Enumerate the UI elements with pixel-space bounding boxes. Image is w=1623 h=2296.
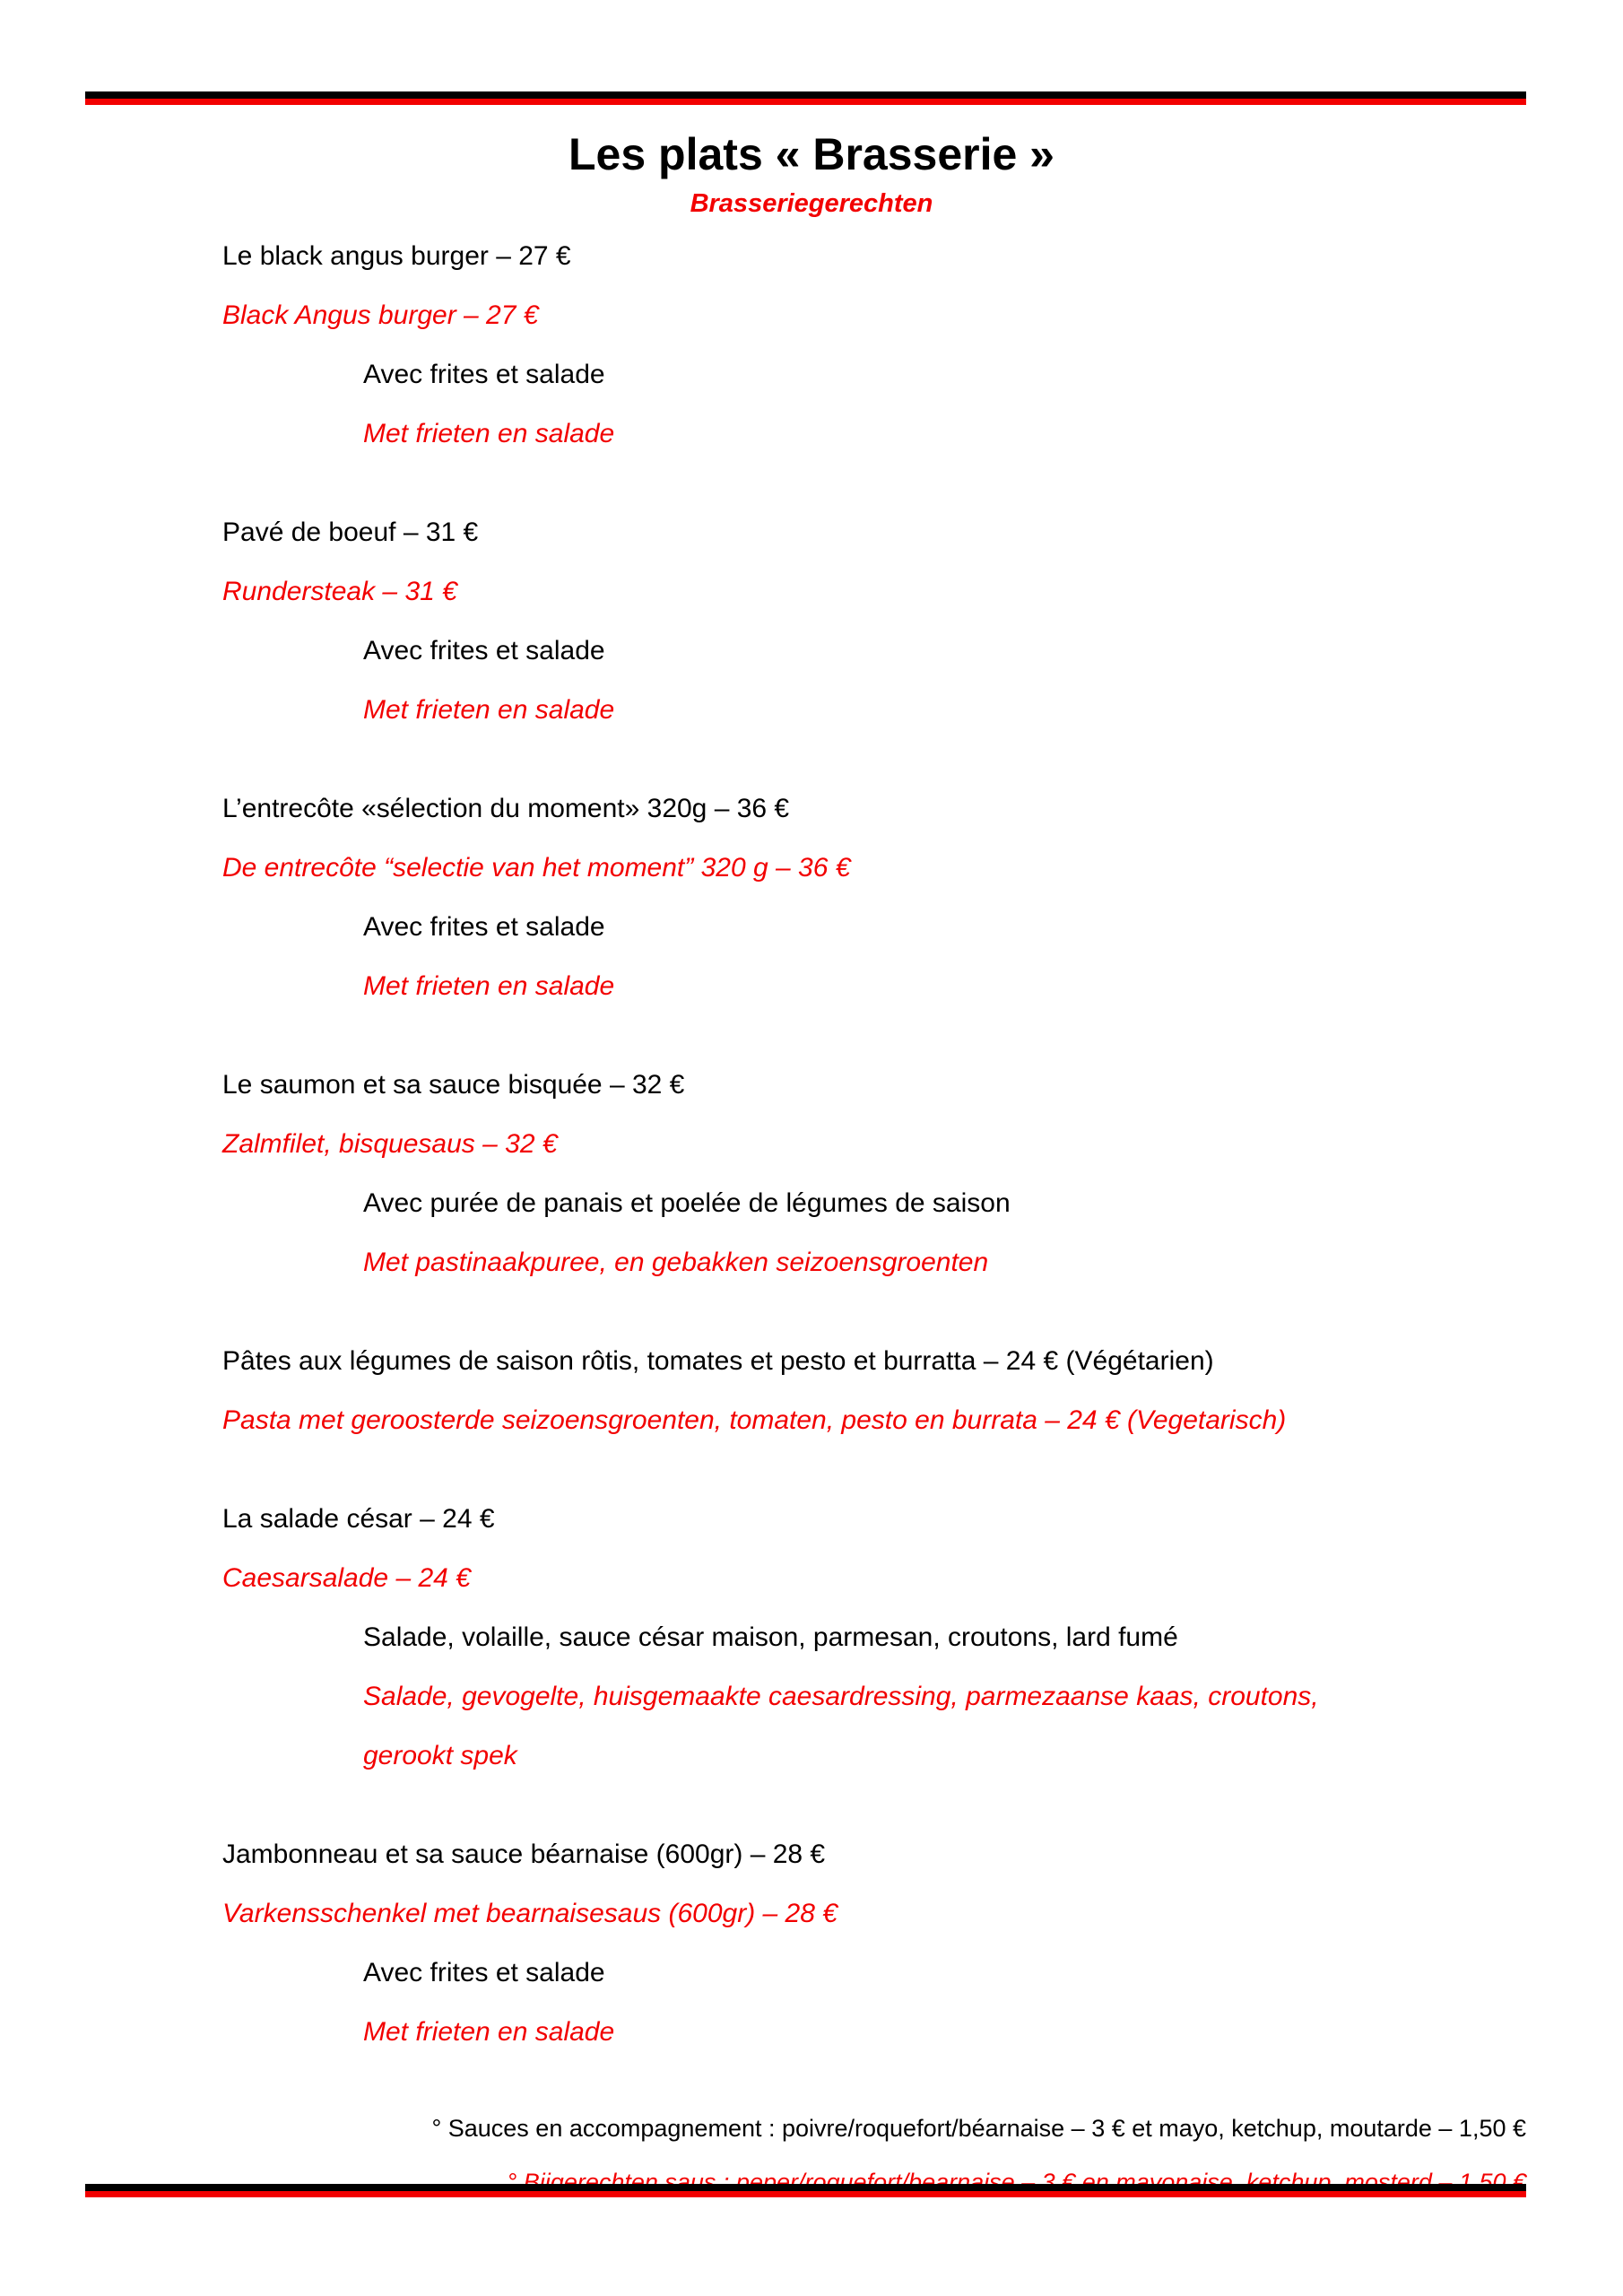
page-subtitle: Brasseriegerechten (690, 189, 933, 218)
menu-item-saumon (222, 1056, 1526, 1292)
item-name-nl: Black Angus burger – 27 € (222, 300, 539, 330)
menu-header (0, 0, 1623, 220)
top-divider (85, 91, 1526, 105)
menu-content (0, 227, 1623, 2209)
item-desc-nl: Met frieten en salade (363, 419, 615, 448)
item-desc-nl: Met frieten en salade (363, 2017, 615, 2047)
item-desc-fr: Avec frites et salade (363, 360, 605, 389)
item-name-nl: Rundersteak – 31 € (222, 577, 457, 606)
menu-item-salade-cesar (222, 1490, 1526, 1786)
item-name-fr: Le black angus burger – 27 € (222, 241, 571, 271)
page-title: Les plats « Brasserie » (568, 129, 1055, 179)
item-name-fr: Pavé de boeuf – 31 € (222, 517, 479, 547)
item-name-nl: Pasta met geroosterde seizoensgroenten, tomaten, pesto en burrata – 24 € (Vegetarisch) (222, 1405, 1287, 1435)
item-name-nl: De entrecôte “selectie van het moment” 320 g – 36 € (222, 853, 851, 883)
item-desc-nl: Met pastinaakpuree, en gebakken seizoensgroenten (363, 1248, 989, 1277)
item-name-nl: Caesarsalade – 24 € (222, 1563, 471, 1593)
item-name-nl: Varkensschenkel met bearnaisesaus (600gr) – 28 € (222, 1899, 838, 1928)
item-desc-nl: Salade, gevogelte, huisgemaakte caesardressing, parmezaanse kaas, croutons, gerookt spek (363, 1682, 1319, 1770)
menu-item-entrecote (222, 779, 1526, 1016)
item-desc-fr: Avec purée de panais et poelée de légumes de saison (363, 1188, 1011, 1218)
sauces-footnote-nl: ° Bijgerechten saus : peper/roquefort/bearnaise – 3 € en mayonaise, ketchup, mosterd – 1,50 € (507, 2169, 1526, 2196)
menu-item-pates-vegetarien (222, 1332, 1526, 1450)
menu-item-jambonneau (222, 1825, 1526, 2062)
item-desc-nl: Met frieten en salade (363, 971, 615, 1001)
item-desc-fr: Avec frites et salade (363, 1958, 605, 1987)
item-name-nl: Zalmfilet, bisquesaus – 32 € (222, 1129, 558, 1159)
menu-item-pave-de-boeuf (222, 503, 1526, 740)
item-desc-fr: Avec frites et salade (363, 636, 605, 665)
item-name-fr: La salade césar – 24 € (222, 1504, 495, 1534)
item-name-fr: L’entrecôte «sélection du moment» 320g – 36 € (222, 794, 790, 823)
item-desc-fr: Avec frites et salade (363, 912, 605, 942)
menu-items (222, 227, 1526, 2062)
item-name-fr: Le saumon et sa sauce bisquée – 32 € (222, 1070, 685, 1100)
bottom-divider (85, 2184, 1526, 2197)
sauces-footnote-fr: ° Sauces en accompagnement : poivre/roquefort/béarnaise – 3 € et mayo, ketchup, moutarde – 1,50 € (431, 2115, 1526, 2142)
item-desc-nl: Met frieten en salade (363, 695, 615, 725)
item-name-fr: Pâtes aux légumes de saison rôtis, tomates et pesto et burratta – 24 € (Végétarien) (222, 1346, 1214, 1376)
item-name-fr: Jambonneau et sa sauce béarnaise (600gr) – 28 € (222, 1839, 826, 1869)
item-desc-fr: Salade, volaille, sauce césar maison, parmesan, croutons, lard fumé (363, 1622, 1178, 1652)
menu-item-black-angus-burger (222, 227, 1526, 464)
